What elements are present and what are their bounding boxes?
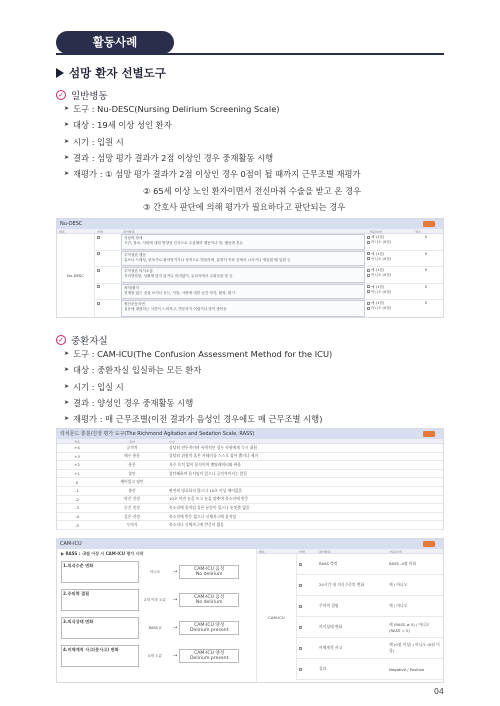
table-row xyxy=(57,453,443,462)
list-item-text: 결과 : 양성인 경우 중재활동 시행 xyxy=(73,398,194,409)
table-cell: 목소리에 움직임 혹은 눈뜸이 있으나 눈맞춤 없음 xyxy=(169,504,250,510)
table-cell: 상당히 전투적이며 폭력적인 경우 직원에게 즉시 위험 xyxy=(169,444,257,450)
section-tab: 활동사례 xyxy=(56,31,174,54)
flow-step-label: 1.의식수준 변화 xyxy=(61,561,139,583)
option-cell xyxy=(365,284,411,300)
score-cell: 0 xyxy=(424,268,428,273)
question-desc: 지리멸렬함, 상황에 맞지 않거나 의미없이, 무의식에서 주워들을 말 등 xyxy=(124,274,233,279)
question-cell xyxy=(121,251,365,267)
general-heading-text: 일반병동 xyxy=(71,91,108,102)
table-cell: 자주 목적 없이 움직이며 벤틸레이터와 싸움 xyxy=(169,461,242,467)
table-cell: 중간 진정 xyxy=(124,504,140,510)
table-row xyxy=(297,596,443,617)
list-item-text: 대상 : 중환자실 입실하는 모든 환자 xyxy=(73,365,202,376)
list-item-text: 시기 : 입원 시 xyxy=(73,136,124,147)
list-item-text: ② 65세 이상 노인 환자이면서 전신마취 수술을 받고 온 경우 xyxy=(143,185,362,196)
radio-option[interactable] xyxy=(367,273,409,278)
flow-step-result: CAM-ICU 양성 Delirium present xyxy=(179,649,239,663)
select-cell xyxy=(95,267,121,283)
column-header: 평가항목 xyxy=(319,550,331,553)
cam-side-body xyxy=(257,554,443,680)
checkbox[interactable] xyxy=(299,563,302,566)
arrow-icon: ➤ xyxy=(64,137,70,145)
flow-step xyxy=(61,560,252,584)
select-cell xyxy=(297,624,317,631)
flow-step xyxy=(61,588,252,612)
question-cell: 결과 xyxy=(319,666,327,671)
nudesc-body xyxy=(57,234,443,317)
option-label: 아니오 (0점) xyxy=(371,306,392,311)
checkbox[interactable] xyxy=(97,252,100,255)
icu-heading-text: 중환자실 xyxy=(71,336,108,347)
radio[interactable] xyxy=(367,257,370,260)
question-cell: 의식상태 변화 xyxy=(319,624,343,629)
table-cell: -1 xyxy=(75,488,79,494)
list-item xyxy=(64,411,332,427)
option-label: 예 (1점) xyxy=(371,284,385,289)
table-row xyxy=(57,496,443,505)
table-cell: 매우 흥분 xyxy=(124,453,140,459)
table-cell: 깨어있고 평안 xyxy=(120,479,144,485)
arrow-icon: ➤ xyxy=(64,382,70,390)
list-item xyxy=(64,134,361,150)
question-desc: 질문에 대답하는 시간이 느려지고, 반응하기 어렵거나 말이 줄어듬 xyxy=(124,307,227,312)
cam-side-rows xyxy=(297,554,443,680)
radio[interactable] xyxy=(367,236,370,239)
arrow-icon: ➤ xyxy=(64,350,70,358)
checkbox[interactable] xyxy=(299,668,302,671)
list-item-text: 시기 : 입실 시 xyxy=(73,381,124,392)
option-cell xyxy=(365,300,411,317)
question-desc: 시간, 장소, 사람에 대한 방향감 인식으로 주십체의 행동이나 말, 행동에 혼돈 xyxy=(124,241,243,245)
table-row xyxy=(57,444,443,453)
arrow-right-icon: → xyxy=(173,625,178,631)
arrow-icon: ➤ xyxy=(64,415,70,423)
score-cell: 0 xyxy=(424,284,428,289)
table-row xyxy=(57,504,443,513)
radio-option[interactable] xyxy=(367,290,409,295)
select-cell xyxy=(95,251,121,267)
list-item xyxy=(64,182,361,198)
table-cell: 불안 xyxy=(128,470,136,476)
table-row xyxy=(57,478,443,487)
rass-table xyxy=(56,428,444,530)
list-item-text: ③ 간호사 판단에 의해 평가가 필요하다고 판단되는 경우 xyxy=(143,201,346,212)
checkbox[interactable] xyxy=(299,626,302,629)
checkbox[interactable] xyxy=(299,584,302,587)
radio-option[interactable] xyxy=(367,240,409,245)
question-cell: 24시간 내 의식수준의 변화 xyxy=(319,582,365,587)
select-cell xyxy=(95,300,121,317)
radio[interactable] xyxy=(367,274,370,277)
check-circle-icon: ✓ xyxy=(56,90,66,100)
column-header: 용어 xyxy=(129,440,135,443)
select-cell xyxy=(297,561,317,568)
column-header: 선택 xyxy=(97,230,103,233)
arrow-icon: ➤ xyxy=(64,170,70,178)
question-cell: 주의력 결핍 xyxy=(319,603,339,608)
radio[interactable] xyxy=(367,241,370,244)
close-button[interactable] xyxy=(423,541,435,547)
option-label: 예 (1점) xyxy=(371,251,385,256)
column-header: 항목 xyxy=(259,550,265,553)
arrow-icon: ➤ xyxy=(64,366,70,374)
list-item xyxy=(64,101,361,117)
check-circle-icon: ✓ xyxy=(56,335,66,345)
column-header: 항목 xyxy=(59,230,65,233)
flow-step-label: 4.비체계적 사고(문사고) 변화 xyxy=(61,645,139,667)
nudesc-group-label: Nu-DESC xyxy=(57,234,95,317)
table-row xyxy=(297,638,443,659)
question-title: 정신운동지연 xyxy=(124,302,145,307)
list-item xyxy=(64,117,361,133)
flow-step-label: 2.주의력 결핍 xyxy=(61,589,139,611)
flow-step-result: CAM-ICU 양성 Delirium present xyxy=(179,621,239,635)
score-cell: 0 xyxy=(424,235,428,239)
option-label: 아니오 (0점) xyxy=(371,256,392,261)
rass-rows xyxy=(57,444,443,530)
select-cell xyxy=(297,666,317,673)
checkbox[interactable] xyxy=(299,647,302,650)
option-label: 예 (1점) xyxy=(371,268,385,273)
table-cell: 0 xyxy=(75,479,79,485)
flow-step-label: 3.의식상태 변화 xyxy=(61,617,139,639)
radio[interactable] xyxy=(367,285,370,288)
table-row xyxy=(57,487,443,496)
score-cell: 0 xyxy=(424,251,428,256)
close-button[interactable] xyxy=(423,221,435,227)
arrow-right-icon: → xyxy=(173,569,178,575)
cam-table-title: CAM-ICU xyxy=(60,541,82,547)
rass-table-header xyxy=(57,429,443,439)
flowchart-title: ▶ RASS : -3점 이상 시 CAM-ICU 평가 시작 xyxy=(61,551,144,556)
question-cell: RASS 측정 xyxy=(319,561,338,566)
select-cell xyxy=(95,284,121,300)
arrow-icon: ➤ xyxy=(64,105,70,113)
option-label: 예 (1점) xyxy=(371,301,385,306)
table-cell: -2 xyxy=(75,496,79,502)
page-number: 04 xyxy=(433,687,444,696)
flow-step-result: CAM-ICU 음성 No delirium xyxy=(179,593,239,607)
question-title: 착각/환각 xyxy=(124,285,140,290)
cam-table xyxy=(56,538,444,683)
table-cell: 목소리에 반응 없으나 신체자극에 움직임 xyxy=(169,513,237,519)
flow-step xyxy=(61,616,252,640)
checkbox[interactable] xyxy=(97,285,100,288)
table-cell: 졸린 xyxy=(128,487,136,493)
checkbox[interactable] xyxy=(97,269,100,272)
table-cell: 목소리나 신체자극에 반응이 없음 xyxy=(169,522,224,528)
page-title-text: 섬망 환자 선별도구 xyxy=(69,66,166,80)
option-cell[interactable]: 예 / 아니오 xyxy=(389,582,408,587)
cam-flowchart xyxy=(57,549,257,682)
table-row xyxy=(57,513,443,522)
table-cell: +3 xyxy=(74,453,80,459)
column-header: 묘사 xyxy=(169,440,175,443)
table-row xyxy=(95,284,443,301)
table-cell xyxy=(167,481,443,483)
select-cell xyxy=(95,234,121,250)
flow-step-condition: RASS 0 xyxy=(148,626,162,630)
select-cell xyxy=(297,603,317,610)
option-cell[interactable]: 예 (0점 이상) / 아니오 (0점 이상) xyxy=(389,642,440,653)
cam-group-label: CAM-ICU xyxy=(257,554,297,680)
flow-step xyxy=(61,644,252,668)
question-desc: 튜브나 드레싱, 탄포가로 잡아당기거나 정적으로 벗을하며, 분명히 목표 앞에서 나서거나 재입원 벨 입원 등 xyxy=(124,257,291,262)
table-cell: -4 xyxy=(75,514,79,520)
table-cell: 공격적 xyxy=(126,444,138,450)
select-cell xyxy=(297,582,317,589)
column-header: 가중치/점 xyxy=(389,550,402,553)
list-item-text: 대상 : 19세 이상 성인 환자 xyxy=(73,120,172,131)
radio-option[interactable] xyxy=(367,306,409,311)
question-desc: 현재를 없는 것을 보거나 듣는, 사물, 사람에 대한 공간 착각, 환청, 환시 xyxy=(124,290,235,295)
score-cell: 0 xyxy=(424,301,428,306)
radio[interactable] xyxy=(367,307,370,310)
flow-step-result: CAM-ICU 음성 No delirium xyxy=(179,565,239,579)
table-cell: +2 xyxy=(74,462,80,468)
question-cell xyxy=(121,300,365,317)
list-item-text: 재평가 : ① 섬망 평가 결과가 2점 이상인 경우 0점이 될 때까지 근무조별 재평가 xyxy=(73,169,361,180)
arrow-icon: ➤ xyxy=(64,154,70,162)
icu-list xyxy=(64,346,332,427)
question-title: 지남력 장애 xyxy=(124,236,143,240)
cam-steps xyxy=(61,560,252,668)
table-row xyxy=(297,617,443,638)
option-label: 예 (1점) xyxy=(371,235,385,239)
checkbox[interactable] xyxy=(97,302,100,305)
option-cell[interactable]: 예 (RASS ≠ 0) / 아니오 (RASS = 0) xyxy=(389,621,430,633)
option-cell[interactable]: Negative / Positive xyxy=(389,666,425,672)
icu-heading xyxy=(56,333,108,347)
option-cell[interactable]: RASS -4점 이하 xyxy=(389,561,417,566)
nudesc-rows xyxy=(95,234,443,317)
table-cell: 불안해하며 움직임이 있으나 공격적이지는 않음 xyxy=(169,470,248,476)
table-cell: 무의식 xyxy=(126,522,138,528)
checkbox[interactable] xyxy=(97,236,100,239)
radio[interactable] xyxy=(367,290,370,293)
table-cell: 약간 진정 xyxy=(124,496,140,502)
list-item xyxy=(64,395,332,411)
radio-option[interactable] xyxy=(367,257,409,262)
table-cell: +1 xyxy=(74,471,80,477)
page-title xyxy=(56,65,166,81)
table-row xyxy=(57,461,443,470)
list-item xyxy=(64,362,332,378)
question-title: 부적절한 행동 xyxy=(124,252,146,257)
question-cell: 비체계적 사고 xyxy=(319,645,343,650)
column-header: 선택 xyxy=(299,550,305,553)
radio[interactable] xyxy=(367,269,370,272)
table-row xyxy=(95,300,443,317)
arrow-right-icon: → xyxy=(173,597,178,603)
option-label: 아니오 (0점) xyxy=(371,273,392,278)
list-item xyxy=(64,150,361,166)
arrow-right-icon: → xyxy=(173,653,178,659)
table-cell: +4 xyxy=(74,445,80,451)
question-cell xyxy=(121,234,365,250)
table-row xyxy=(57,470,443,479)
flow-step-condition: 2개 이하 오류 xyxy=(144,597,166,602)
question-title: 부적절한 의사소통 xyxy=(124,269,153,274)
list-item xyxy=(64,346,332,362)
close-button[interactable] xyxy=(423,431,435,437)
nudesc-table-header xyxy=(57,219,443,229)
flow-step-condition: 0개 오류 xyxy=(148,653,162,658)
column-header: 가중치/점 xyxy=(369,230,382,233)
triangle-icon xyxy=(56,68,64,78)
checkbox[interactable] xyxy=(299,605,302,608)
list-item xyxy=(64,199,361,215)
list-item-text: 결과 : 섬망 평가 결과가 2점 이상인 경우 중재활동 시행 xyxy=(73,153,274,164)
option-cell[interactable]: 예 / 아니오 xyxy=(389,603,408,608)
table-row xyxy=(95,267,443,284)
cam-assessment xyxy=(257,549,443,682)
table-cell: 깊은 진정 xyxy=(124,513,140,519)
option-label: 아니오 (0점) xyxy=(371,289,392,294)
option-cell xyxy=(365,267,411,283)
option-cell xyxy=(365,234,411,250)
list-item xyxy=(64,166,361,182)
list-item xyxy=(64,379,332,395)
table-cell: 상당히 위험적 혹은 카테터를 스스로 잡아 뽑거나 제거 xyxy=(169,453,259,459)
list-item-text: 재평가 : 매 근무조별(이전 결과가 음성인 경우에도 매 근무조별 시행) xyxy=(73,414,323,425)
question-cell xyxy=(121,267,365,283)
table-cell: -3 xyxy=(75,505,79,511)
arrow-icon: ➤ xyxy=(64,121,70,129)
column-header: 점수 xyxy=(415,230,421,233)
arrow-icon: ➤ xyxy=(64,399,70,407)
general-list xyxy=(64,101,361,215)
rass-table-title: 리치몬드 흥분/진정 평가 도구(The Richmond Agitation and Sedation Scale, RASS) xyxy=(60,431,255,437)
general-heading xyxy=(56,88,108,102)
table-row xyxy=(297,554,443,575)
option-label: 아니오 (0점) xyxy=(371,240,392,244)
nudesc-table xyxy=(56,218,444,318)
column-header: 점수 xyxy=(74,440,80,443)
radio[interactable] xyxy=(367,302,370,305)
table-row xyxy=(297,575,443,596)
tab-divider xyxy=(56,53,444,55)
option-cell xyxy=(365,251,411,267)
table-row xyxy=(95,234,443,251)
table-cell: 완전히 명료하지 않으나 10초 이상 깨어있음 xyxy=(169,487,243,493)
table-cell: -5 xyxy=(75,522,79,528)
table-cell: 10초 미만 눈을 뜨고 눈을 맞추며 목소리에 반응 xyxy=(169,496,249,502)
table-row xyxy=(297,659,443,680)
table-row xyxy=(95,251,443,268)
list-item-text: 도구 : CAM-ICU(The Confusion Assessment Method for the ICU) xyxy=(73,349,333,360)
flow-step-condition: 아니오 xyxy=(149,569,161,574)
cam-table-header xyxy=(57,539,443,549)
question-cell xyxy=(121,284,365,300)
table-row xyxy=(57,521,443,530)
radio[interactable] xyxy=(367,252,370,255)
column-header: 평가항목 xyxy=(123,230,135,233)
table-cell: 흥분 xyxy=(128,461,136,467)
cam-body xyxy=(57,549,443,682)
nudesc-table-title: Nu-DESC xyxy=(60,221,83,227)
list-item-text: 도구 : Nu-DESC(Nursing Delirium Screening Scale) xyxy=(73,104,280,115)
select-cell xyxy=(297,645,317,652)
